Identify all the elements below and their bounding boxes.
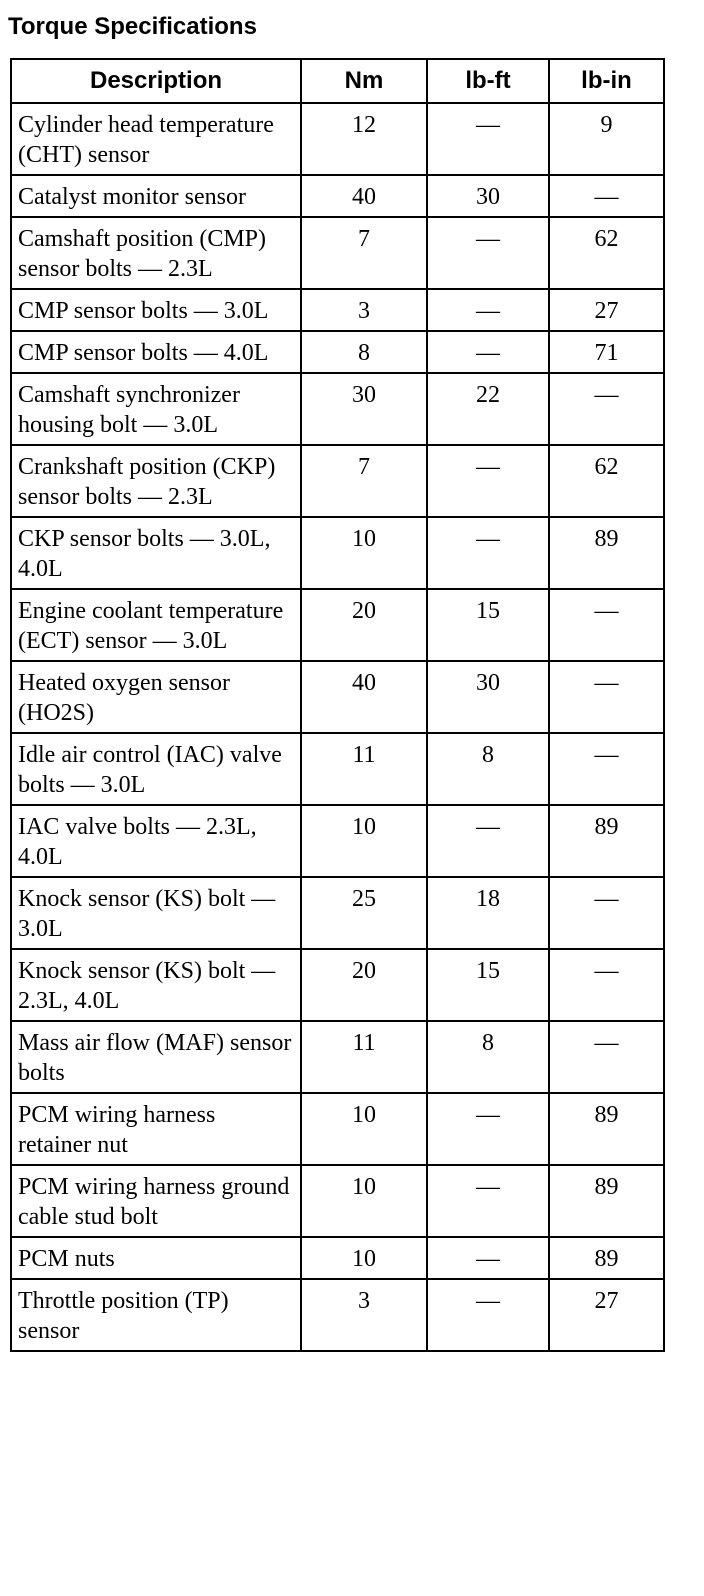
table-row (11, 1021, 664, 1093)
cell-description: Catalyst monitor sensor (11, 175, 301, 217)
cell-description: Camshaft synchronizer housing bolt — 3.0L (11, 373, 301, 445)
cell-lb-ft: — (427, 445, 549, 517)
cell-nm: 10 (301, 805, 427, 877)
cell-nm: 3 (301, 1279, 427, 1351)
cell-nm: 25 (301, 877, 427, 949)
cell-description: Knock sensor (KS) bolt — 3.0L (11, 877, 301, 949)
cell-lb-in: 89 (549, 1165, 664, 1237)
cell-nm: 3 (301, 289, 427, 331)
cell-description: PCM wiring harness ground cable stud bolt (11, 1165, 301, 1237)
cell-lb-in: 27 (549, 289, 664, 331)
cell-lb-ft: 8 (427, 733, 549, 805)
table-row (11, 217, 664, 289)
cell-lb-ft: — (427, 289, 549, 331)
cell-lb-ft: — (427, 1237, 549, 1279)
cell-nm: 40 (301, 661, 427, 733)
cell-description: Crankshaft position (CKP) sensor bolts — 2.3L (11, 445, 301, 517)
cell-lb-in: — (549, 1021, 664, 1093)
cell-lb-in: 71 (549, 331, 664, 373)
cell-lb-ft: — (427, 103, 549, 175)
table-row (11, 1093, 664, 1165)
cell-description: IAC valve bolts — 2.3L, 4.0L (11, 805, 301, 877)
table-row (11, 517, 664, 589)
cell-lb-in: — (549, 733, 664, 805)
cell-nm: 8 (301, 331, 427, 373)
column-header-lb-ft: lb-ft (427, 59, 549, 103)
cell-lb-ft: 15 (427, 589, 549, 661)
column-header-nm: Nm (301, 59, 427, 103)
cell-nm: 20 (301, 589, 427, 661)
cell-nm: 30 (301, 373, 427, 445)
cell-nm: 12 (301, 103, 427, 175)
cell-description: Idle air control (IAC) valve bolts — 3.0L (11, 733, 301, 805)
cell-lb-ft: — (427, 1165, 549, 1237)
cell-lb-in: — (549, 589, 664, 661)
cell-lb-ft: — (427, 331, 549, 373)
table-row (11, 289, 664, 331)
cell-lb-in: — (549, 949, 664, 1021)
column-header-lb-in: lb-in (549, 59, 664, 103)
table-row (11, 877, 664, 949)
cell-description: PCM wiring harness retainer nut (11, 1093, 301, 1165)
cell-description: Camshaft position (CMP) sensor bolts — 2.3L (11, 217, 301, 289)
cell-nm: 10 (301, 517, 427, 589)
cell-nm: 10 (301, 1237, 427, 1279)
cell-lb-in: 27 (549, 1279, 664, 1351)
header-row (11, 59, 664, 103)
cell-lb-in: — (549, 877, 664, 949)
page-title: Torque Specifications (8, 13, 257, 40)
cell-lb-ft: 30 (427, 661, 549, 733)
cell-lb-in: 89 (549, 517, 664, 589)
torque-spec-table (10, 58, 665, 1352)
table-row (11, 373, 664, 445)
cell-description: PCM nuts (11, 1237, 301, 1279)
cell-lb-in: 62 (549, 217, 664, 289)
cell-description: CMP sensor bolts — 3.0L (11, 289, 301, 331)
table-row (11, 805, 664, 877)
cell-nm: 11 (301, 733, 427, 805)
cell-nm: 7 (301, 217, 427, 289)
table-row (11, 1279, 664, 1351)
table-row (11, 331, 664, 373)
cell-description: Knock sensor (KS) bolt — 2.3L, 4.0L (11, 949, 301, 1021)
cell-lb-ft: — (427, 805, 549, 877)
cell-lb-ft: 8 (427, 1021, 549, 1093)
cell-lb-ft: 18 (427, 877, 549, 949)
table-row (11, 733, 664, 805)
column-header-description: Description (11, 59, 301, 103)
cell-lb-in: — (549, 373, 664, 445)
table-row (11, 661, 664, 733)
table-body (11, 103, 664, 1351)
cell-lb-ft: — (427, 1093, 549, 1165)
table-row (11, 175, 664, 217)
cell-description: CMP sensor bolts — 4.0L (11, 331, 301, 373)
cell-description: CKP sensor bolts — 3.0L, 4.0L (11, 517, 301, 589)
cell-description: Throttle position (TP) sensor (11, 1279, 301, 1351)
table-row (11, 949, 664, 1021)
cell-lb-in: — (549, 661, 664, 733)
table-header (11, 59, 664, 103)
cell-lb-ft: 30 (427, 175, 549, 217)
cell-nm: 10 (301, 1093, 427, 1165)
cell-lb-in: 9 (549, 103, 664, 175)
cell-nm: 11 (301, 1021, 427, 1093)
cell-lb-ft: 15 (427, 949, 549, 1021)
cell-nm: 7 (301, 445, 427, 517)
cell-description: Heated oxygen sensor (HO2S) (11, 661, 301, 733)
cell-lb-ft: — (427, 517, 549, 589)
cell-lb-in: 62 (549, 445, 664, 517)
table-row (11, 445, 664, 517)
cell-description: Cylinder head temperature (CHT) sensor (11, 103, 301, 175)
cell-lb-ft: — (427, 217, 549, 289)
cell-nm: 20 (301, 949, 427, 1021)
cell-lb-in: — (549, 175, 664, 217)
table-row (11, 103, 664, 175)
cell-lb-ft: — (427, 1279, 549, 1351)
cell-description: Engine coolant temperature (ECT) sensor — 3.0L (11, 589, 301, 661)
cell-lb-in: 89 (549, 1237, 664, 1279)
cell-nm: 10 (301, 1165, 427, 1237)
cell-nm: 40 (301, 175, 427, 217)
table-row (11, 589, 664, 661)
cell-lb-in: 89 (549, 805, 664, 877)
table-row (11, 1237, 664, 1279)
table-row (11, 1165, 664, 1237)
cell-lb-ft: 22 (427, 373, 549, 445)
cell-description: Mass air flow (MAF) sensor bolts (11, 1021, 301, 1093)
cell-lb-in: 89 (549, 1093, 664, 1165)
